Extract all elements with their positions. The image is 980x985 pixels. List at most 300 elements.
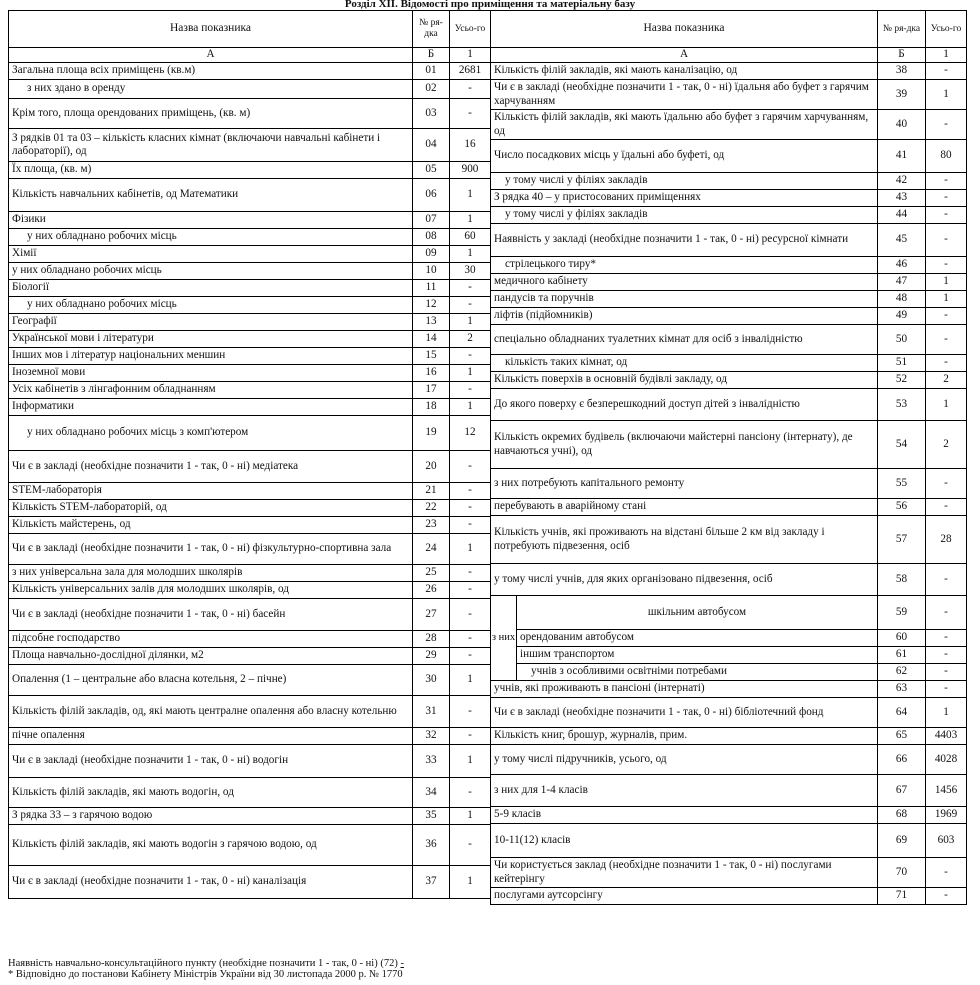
- right-row-label: кількість таких кімнат, од: [491, 355, 878, 372]
- right-row-number: 41: [878, 140, 926, 173]
- right-row-number: 69: [878, 824, 926, 858]
- left-row-number: 04: [413, 129, 450, 162]
- table-row: [9, 63, 491, 80]
- table-row: [491, 596, 967, 630]
- right-row-label: стрілецького тиру*: [491, 257, 878, 274]
- table-row: [9, 648, 491, 665]
- left-row-number: 36: [413, 825, 450, 866]
- right-row-value: -: [926, 257, 967, 274]
- left-row-label: Кількість філій закладів, од, які мають централне опалення або власну котельню: [9, 696, 413, 728]
- left-row-label: Кількість філій закладів, які мають водогін з гарячою водою, од: [9, 825, 413, 866]
- right-row-number: 57: [878, 516, 926, 564]
- table-row: [9, 500, 491, 517]
- left-row-label: у них обладнано робочих місць: [9, 229, 413, 246]
- left-row-value: 1: [450, 808, 491, 825]
- footer-value-72: -: [400, 958, 404, 969]
- table-row: [491, 190, 967, 207]
- right-row-number: 40: [878, 110, 926, 140]
- right-row-label: Наявність у закладі (необхідне позначити 1 - так, 0 - ні) ресурсної кімнати: [491, 224, 878, 257]
- left-row-number: 18: [413, 399, 450, 416]
- left-row-number: 05: [413, 162, 450, 179]
- table-row: [491, 698, 967, 728]
- right-row-value: -: [926, 325, 967, 355]
- table-row: [9, 582, 491, 599]
- table-row: [9, 565, 491, 582]
- table-row: [491, 274, 967, 291]
- left-row-label: підсобне господарство: [9, 631, 413, 648]
- left-row-label: Української мови і літератури: [9, 331, 413, 348]
- left-row-value: -: [450, 582, 491, 599]
- left-row-value: -: [450, 825, 491, 866]
- table-row: [491, 110, 967, 140]
- left-row-value: 1: [450, 179, 491, 212]
- left-row-number: 33: [413, 745, 450, 778]
- left-row-number: 30: [413, 665, 450, 696]
- table-row: [9, 229, 491, 246]
- left-col-b: Б: [413, 48, 450, 63]
- right-row-label: пандусів та поручнів: [491, 291, 878, 308]
- left-row-value: -: [450, 565, 491, 582]
- table-row: [9, 483, 491, 500]
- right-row-value: -: [926, 647, 967, 664]
- left-row-label: Інших мов і літератур національних меншин: [9, 348, 413, 365]
- left-row-label: у них обладнано робочих місць: [9, 263, 413, 280]
- right-row-value: -: [926, 308, 967, 325]
- left-row-value: -: [450, 648, 491, 665]
- table-row: [9, 263, 491, 280]
- right-row-label: у тому числі у філіях закладів: [491, 173, 878, 190]
- right-header-letters: [491, 48, 967, 63]
- right-row-number: 42: [878, 173, 926, 190]
- left-row-value: 1: [450, 365, 491, 382]
- left-row-value: 12: [450, 416, 491, 451]
- right-row-label: учнів з особливими освітніми потребами: [517, 664, 878, 681]
- right-row-label: Кількість філій закладів, які мають каналізацію, од: [491, 63, 878, 80]
- left-row-value: -: [450, 778, 491, 808]
- table-row: [491, 888, 967, 905]
- left-row-number: 35: [413, 808, 450, 825]
- right-row-value: 2: [926, 421, 967, 469]
- right-row-label: у тому числі у філіях закладів: [491, 207, 878, 224]
- z-nykh-label: з них: [491, 596, 517, 681]
- right-header-name: Назва показника: [491, 11, 878, 48]
- right-row-value: -: [926, 190, 967, 207]
- right-row-number: 46: [878, 257, 926, 274]
- left-row-number: 16: [413, 365, 450, 382]
- right-row-label: ліфтів (підйомників): [491, 308, 878, 325]
- right-indicator-table: [490, 10, 967, 905]
- right-row-value: -: [926, 63, 967, 80]
- right-row-number: 64: [878, 698, 926, 728]
- left-row-label: Інформатики: [9, 399, 413, 416]
- right-row-value: -: [926, 564, 967, 596]
- left-row-number: 07: [413, 212, 450, 229]
- right-row-value: 1: [926, 274, 967, 291]
- right-row-number: 61: [878, 647, 926, 664]
- right-row-label: з них для 1-4 класів: [491, 775, 878, 807]
- table-row: [9, 517, 491, 534]
- left-row-value: -: [450, 500, 491, 517]
- left-row-value: 16: [450, 129, 491, 162]
- right-row-number: 47: [878, 274, 926, 291]
- right-row-label: іншим транспортом: [517, 647, 878, 664]
- right-row-number: 39: [878, 80, 926, 110]
- table-row: [9, 280, 491, 297]
- table-row: [9, 314, 491, 331]
- table-row: [491, 630, 967, 647]
- table-row: [491, 308, 967, 325]
- table-row: [9, 297, 491, 314]
- table-row: [491, 291, 967, 308]
- right-row-number: 54: [878, 421, 926, 469]
- table-row: [491, 807, 967, 824]
- table-row: [491, 173, 967, 190]
- left-row-label: Чи є в закладі (необхідне позначити 1 - так, 0 - ні) водогін: [9, 745, 413, 778]
- table-row: [9, 534, 491, 565]
- left-row-number: 10: [413, 263, 450, 280]
- left-row-number: 09: [413, 246, 450, 263]
- table-row: [9, 631, 491, 648]
- left-row-value: -: [450, 696, 491, 728]
- right-row-value: 4403: [926, 728, 967, 745]
- left-row-value: 2: [450, 331, 491, 348]
- left-row-value: -: [450, 599, 491, 631]
- right-row-value: -: [926, 596, 967, 630]
- footer-line-1: Наявність навчально-консультаційного пункту (необхідне позначити 1 - так, 0 - ні) (72): [8, 958, 398, 969]
- table-row: [9, 696, 491, 728]
- table-row: [491, 372, 967, 389]
- left-row-label: Чи є в закладі (необхідне позначити 1 - так, 0 - ні) каналізація: [9, 866, 413, 899]
- table-row: [491, 140, 967, 173]
- right-row-value: 1: [926, 80, 967, 110]
- left-row-number: 06: [413, 179, 450, 212]
- right-row-value: -: [926, 469, 967, 499]
- table-row: [491, 207, 967, 224]
- left-row-label: Усіх кабінетів з лінгафонним обладнанням: [9, 382, 413, 399]
- left-header-total: Усьо-го: [450, 11, 491, 48]
- section-title: Розділ XII. Відомості про приміщення та матеріальну базу: [344, 0, 636, 10]
- table-row: [9, 179, 491, 212]
- left-row-value: 1: [450, 212, 491, 229]
- left-row-number: 19: [413, 416, 450, 451]
- left-row-value: -: [450, 517, 491, 534]
- table-row: [9, 825, 491, 866]
- left-header-name: Назва показника: [9, 11, 413, 48]
- left-row-label: З рядка 33 – з гарячою водою: [9, 808, 413, 825]
- right-row-number: 48: [878, 291, 926, 308]
- left-row-number: 34: [413, 778, 450, 808]
- left-row-label: Чи є в закладі (необхідне позначити 1 - так, 0 - ні) басейн: [9, 599, 413, 631]
- left-row-label: Хімії: [9, 246, 413, 263]
- left-row-value: -: [450, 728, 491, 745]
- table-row: [9, 162, 491, 179]
- left-row-number: 27: [413, 599, 450, 631]
- left-row-label: Загальна площа всіх приміщень (кв.м): [9, 63, 413, 80]
- right-row-number: 71: [878, 888, 926, 905]
- left-row-label: Іноземної мови: [9, 365, 413, 382]
- table-row: [9, 778, 491, 808]
- right-row-value: 1969: [926, 807, 967, 824]
- table-row: [491, 824, 967, 858]
- right-row-value: 4028: [926, 745, 967, 775]
- right-row-label: 5-9 класів: [491, 807, 878, 824]
- right-row-value: -: [926, 664, 967, 681]
- left-row-value: -: [450, 297, 491, 314]
- footer-footnote: * Відповідно до постанови Кабінету Міністрів України від 30 листопада 2000 р. № 1770: [8, 969, 403, 980]
- table-row: [491, 728, 967, 745]
- right-row-number: 66: [878, 745, 926, 775]
- left-row-value: -: [450, 483, 491, 500]
- right-row-label: Кількість учнів, які проживають на відстані більше 2 км від закладу і потребують підвезення, осіб: [491, 516, 878, 564]
- left-row-value: -: [450, 382, 491, 399]
- left-row-number: 37: [413, 866, 450, 899]
- table-row: [491, 499, 967, 516]
- left-row-value: -: [450, 348, 491, 365]
- left-row-label: З рядків 01 та 03 – кількість класних кімнат (включаючи навчальні кабінети і лабораторії), од: [9, 129, 413, 162]
- table-row: [491, 858, 967, 888]
- right-row-label: спеціально обладнаних туалетних кімнат для осіб з інвалідністю: [491, 325, 878, 355]
- right-row-label: учнів, які проживають в пансіоні (інтернаті): [491, 681, 878, 698]
- right-row-value: 1: [926, 291, 967, 308]
- right-row-value: -: [926, 355, 967, 372]
- left-row-label: Кількість STEM-лабораторій, од: [9, 500, 413, 517]
- left-row-value: 60: [450, 229, 491, 246]
- table-row: [491, 355, 967, 372]
- table-row: [491, 745, 967, 775]
- left-row-label: Кількість навчальних кабінетів, од Математики: [9, 179, 413, 212]
- right-row-value: -: [926, 888, 967, 905]
- table-row: [491, 80, 967, 110]
- left-header-rownum: № ря-дка: [413, 11, 450, 48]
- left-row-number: 08: [413, 229, 450, 246]
- left-row-label: Фізики: [9, 212, 413, 229]
- table-row: [9, 348, 491, 365]
- right-row-label: Кількість окремих будівель (включаючи майстерні пансіону (інтернату), де навчаються учні), од: [491, 421, 878, 469]
- right-row-label: Чи є в закладі (необхідне позначити 1 - так, 0 - ні) бібліотечний фонд: [491, 698, 878, 728]
- table-row: [9, 399, 491, 416]
- right-row-number: 45: [878, 224, 926, 257]
- right-row-label: До якого поверху є безперешкодний доступ дітей з інвалідністю: [491, 389, 878, 421]
- left-row-label: у них обладнано робочих місць з комп'ютером: [9, 416, 413, 451]
- left-row-label: STEM-лабораторія: [9, 483, 413, 500]
- left-row-label: Їх площа, (кв. м): [9, 162, 413, 179]
- left-row-number: 29: [413, 648, 450, 665]
- table-row: [9, 599, 491, 631]
- right-row-label: Кількість поверхів в основній будівлі закладу, од: [491, 372, 878, 389]
- left-row-number: 15: [413, 348, 450, 365]
- right-row-label: З рядка 40 – у пристосованих приміщеннях: [491, 190, 878, 207]
- right-row-value: 28: [926, 516, 967, 564]
- table-row: [491, 469, 967, 499]
- left-row-value: 1: [450, 399, 491, 416]
- left-row-value: 30: [450, 263, 491, 280]
- right-row-number: 50: [878, 325, 926, 355]
- right-row-number: 49: [878, 308, 926, 325]
- left-row-value: -: [450, 631, 491, 648]
- table-row: [9, 866, 491, 899]
- table-row: [9, 382, 491, 399]
- left-row-label: Кількість універсальних залів для молодших школярів, од: [9, 582, 413, 599]
- right-row-value: -: [926, 499, 967, 516]
- left-row-number: 21: [413, 483, 450, 500]
- table-row: [9, 665, 491, 696]
- table-row: [491, 681, 967, 698]
- left-row-number: 28: [413, 631, 450, 648]
- right-row-number: 44: [878, 207, 926, 224]
- right-row-number: 67: [878, 775, 926, 807]
- right-row-label: Чи є в закладі (необхідне позначити 1 - так, 0 - ні) їдальня або буфет з гарячим харчуванням: [491, 80, 878, 110]
- left-row-number: 26: [413, 582, 450, 599]
- right-row-label: Кількість книг, брошур, журналів, прим.: [491, 728, 878, 745]
- left-row-number: 12: [413, 297, 450, 314]
- left-row-value: -: [450, 451, 491, 483]
- left-row-label: з них здано в оренду: [9, 80, 413, 99]
- left-row-number: 17: [413, 382, 450, 399]
- left-row-number: 14: [413, 331, 450, 348]
- left-row-label: з них універсальна зала для молодших школярів: [9, 565, 413, 582]
- left-row-number: 31: [413, 696, 450, 728]
- right-row-label: перебувають в аварійному стані: [491, 499, 878, 516]
- right-row-label: 10-11(12) класів: [491, 824, 878, 858]
- left-row-value: 1: [450, 866, 491, 899]
- right-row-value: 1: [926, 389, 967, 421]
- table-row: [9, 129, 491, 162]
- left-row-value: -: [450, 99, 491, 129]
- right-row-number: 60: [878, 630, 926, 647]
- left-row-value: 900: [450, 162, 491, 179]
- right-row-number: 53: [878, 389, 926, 421]
- left-header-row: [9, 11, 491, 48]
- left-row-value: 1: [450, 665, 491, 696]
- left-row-label: у них обладнано робочих місць: [9, 297, 413, 314]
- left-row-label: Опалення (1 – центральне або власна котельня, 2 – пічне): [9, 665, 413, 696]
- right-row-label: медичного кабінету: [491, 274, 878, 291]
- table-row: [9, 246, 491, 263]
- left-row-number: 11: [413, 280, 450, 297]
- right-row-number: 56: [878, 499, 926, 516]
- table-row: [9, 416, 491, 451]
- right-row-value: -: [926, 207, 967, 224]
- right-row-number: 52: [878, 372, 926, 389]
- right-row-value: 1456: [926, 775, 967, 807]
- right-row-label: Число посадкових місць у їдальні або буфеті, од: [491, 140, 878, 173]
- left-row-label: Кількість майстерень, од: [9, 517, 413, 534]
- right-row-value: -: [926, 173, 967, 190]
- table-row: [491, 63, 967, 80]
- right-row-number: 55: [878, 469, 926, 499]
- left-row-value: -: [450, 280, 491, 297]
- table-row: [491, 664, 967, 681]
- left-row-number: 01: [413, 63, 450, 80]
- right-row-label: шкільним автобусом: [517, 596, 878, 630]
- table-row: [491, 775, 967, 807]
- right-row-value: -: [926, 110, 967, 140]
- table-row: [491, 516, 967, 564]
- left-row-value: 1: [450, 534, 491, 565]
- table-row: [491, 257, 967, 274]
- table-row: [491, 647, 967, 664]
- table-row: [9, 745, 491, 778]
- left-row-label: Чи є в закладі (необхідне позначити 1 - так, 0 - ні) медіатека: [9, 451, 413, 483]
- right-row-number: 51: [878, 355, 926, 372]
- right-header-rownum: № ря-дка: [878, 11, 926, 48]
- left-row-number: 20: [413, 451, 450, 483]
- left-indicator-table: [8, 10, 491, 899]
- left-header-letters: [9, 48, 491, 63]
- table-row: [491, 421, 967, 469]
- left-row-number: 32: [413, 728, 450, 745]
- left-row-number: 13: [413, 314, 450, 331]
- right-row-number: 70: [878, 858, 926, 888]
- right-row-label: у тому числі підручників, усього, од: [491, 745, 878, 775]
- right-row-value: 603: [926, 824, 967, 858]
- left-row-label: Чи є в закладі (необхідне позначити 1 - так, 0 - ні) фізкультурно-спортивна зала: [9, 534, 413, 565]
- right-row-number: 62: [878, 664, 926, 681]
- right-row-number: 63: [878, 681, 926, 698]
- left-row-label: пічне опалення: [9, 728, 413, 745]
- right-col-1: 1: [926, 48, 967, 63]
- left-row-label: Площа навчально-дослідної ділянки, м2: [9, 648, 413, 665]
- right-row-label: орендованим автобусом: [517, 630, 878, 647]
- right-row-label: з них потребують капітального ремонту: [491, 469, 878, 499]
- left-row-label: Біології: [9, 280, 413, 297]
- left-row-number: 03: [413, 99, 450, 129]
- right-row-label: Кількість філій закладів, які мають їдальню або буфет з гарячим харчуванням, од: [491, 110, 878, 140]
- right-row-number: 59: [878, 596, 926, 630]
- right-row-label: у тому числі учнів, для яких організовано підвезення, осіб: [491, 564, 878, 596]
- right-header-total: Усьо-го: [926, 11, 967, 48]
- left-col-1: 1: [450, 48, 491, 63]
- right-row-value: 80: [926, 140, 967, 173]
- table-row: [491, 389, 967, 421]
- table-row: [9, 212, 491, 229]
- right-row-label: Чи користується заклад (необхідне позначити 1 - так, 0 - ні) послугами кейтерінгу: [491, 858, 878, 888]
- left-row-label: Кількість філій закладів, які мають водогін, од: [9, 778, 413, 808]
- right-row-number: 58: [878, 564, 926, 596]
- left-row-value: 1: [450, 745, 491, 778]
- right-row-value: -: [926, 630, 967, 647]
- right-row-value: -: [926, 224, 967, 257]
- left-row-value: -: [450, 80, 491, 99]
- table-row: [9, 808, 491, 825]
- left-row-number: 24: [413, 534, 450, 565]
- left-row-value: 2681: [450, 63, 491, 80]
- table-row: [491, 224, 967, 257]
- right-row-label: послугами аутсорсінгу: [491, 888, 878, 905]
- table-row: [9, 365, 491, 382]
- table-row: [9, 728, 491, 745]
- table-row: [9, 80, 491, 99]
- left-row-number: 02: [413, 80, 450, 99]
- right-row-value: -: [926, 858, 967, 888]
- table-row: [9, 331, 491, 348]
- right-row-number: 43: [878, 190, 926, 207]
- right-row-number: 65: [878, 728, 926, 745]
- table-row: [9, 451, 491, 483]
- left-row-value: 1: [450, 314, 491, 331]
- right-row-value: 2: [926, 372, 967, 389]
- right-row-value: 1: [926, 698, 967, 728]
- left-row-label: Географії: [9, 314, 413, 331]
- left-row-number: 23: [413, 517, 450, 534]
- left-row-number: 25: [413, 565, 450, 582]
- right-row-number: 38: [878, 63, 926, 80]
- right-col-a: А: [491, 48, 878, 63]
- table-row: [9, 99, 491, 129]
- table-row: [491, 325, 967, 355]
- right-row-number: 68: [878, 807, 926, 824]
- left-row-label: Крім того, площа орендованих приміщень, (кв. м): [9, 99, 413, 129]
